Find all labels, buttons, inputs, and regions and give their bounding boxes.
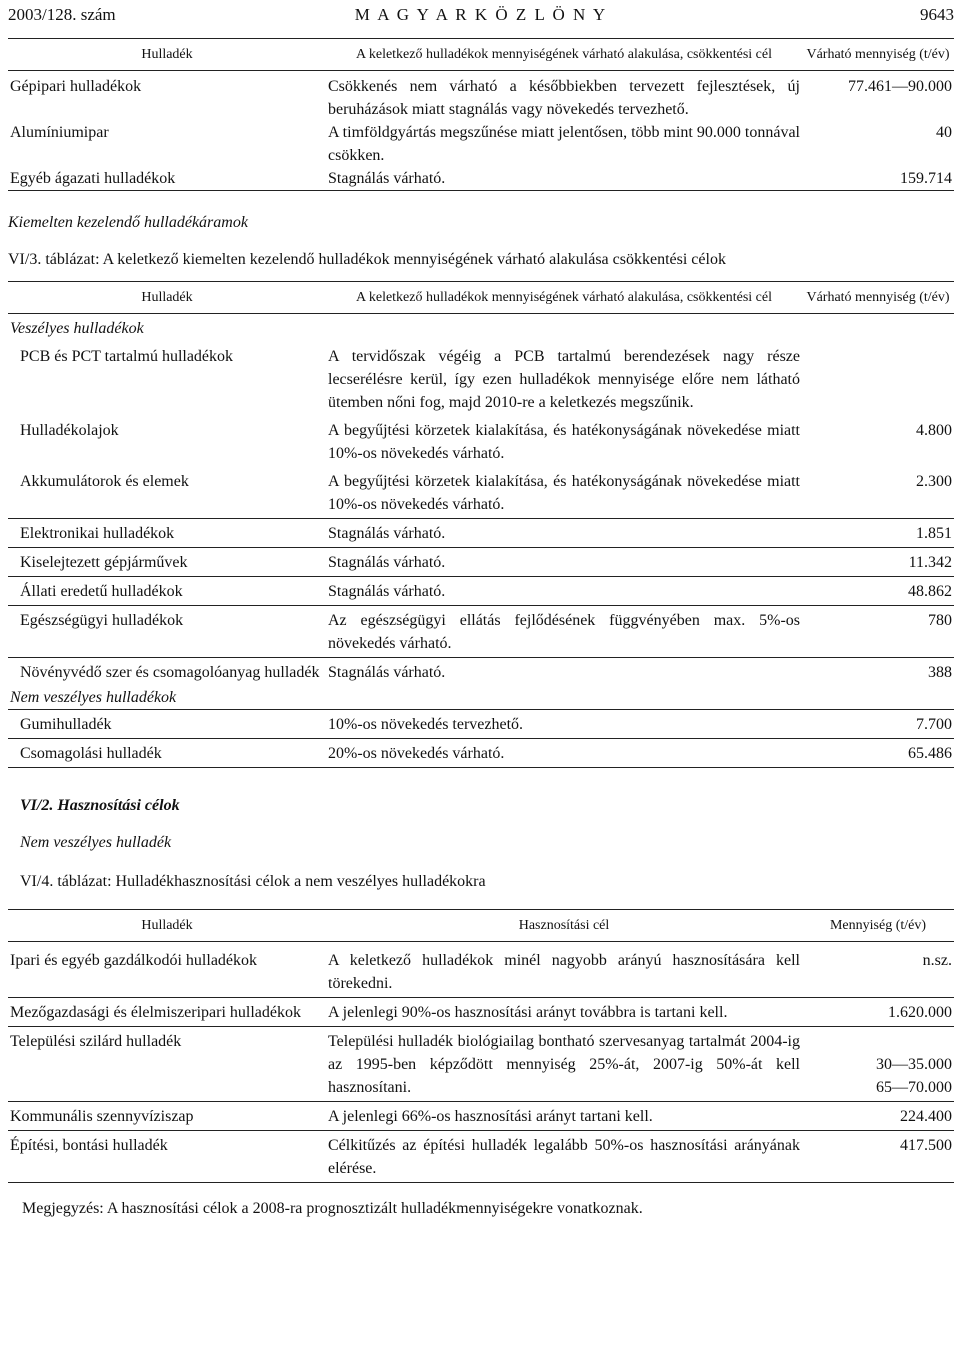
waste-name: Ipari és egyéb gazdálkodói hulladékok — [8, 946, 326, 998]
waste-name: Települési szilárd hulladék — [8, 1027, 326, 1102]
waste-description: Stagnálás várható. — [326, 577, 802, 606]
group-heading-row — [8, 686, 954, 710]
table-row — [8, 548, 954, 577]
waste-name: PCB és PCT tartalmú hulladékok — [20, 348, 234, 365]
table-row — [8, 739, 954, 768]
waste-description: A begyűjtési körzetek kialakítása, és hatékonyságának növekedése miatt 10%-os növekedés várható. — [326, 467, 802, 519]
waste-quantity: 417.500 — [802, 1131, 954, 1183]
waste-description: Stagnálás várható. — [326, 167, 802, 191]
footnote: Megjegyzés: A hasznosítási célok a 2008-ra prognosztizált hulladékmennyiségekre vonatkoznak. — [22, 1200, 643, 1217]
table-row — [8, 75, 954, 121]
group-heading-non-hazardous: Nem veszélyes hulladékok — [10, 689, 177, 706]
waste-quantity: 2.300 — [802, 467, 954, 519]
table-header-row — [8, 910, 954, 942]
table-recovery-targets — [8, 909, 954, 1183]
recovery-target: A keletkező hulladékok minél nagyobb arányú hasznosítására kell törekedni. — [326, 946, 802, 998]
waste-quantity: 7.700 — [802, 710, 954, 739]
table-caption: VI/4. táblázat: Hulladékhasznosítási célok a nem veszélyes hulladékokra — [20, 873, 486, 890]
waste-description: A tervidőszak végéig a PCB tartalmú berendezések nagy része lecserélésre kerül, így ezen hulladékok mennyisége előre nem látható ütemben nőni fog, majd 2010-re a keletkezés megszűnik. — [328, 348, 800, 411]
table-row — [8, 606, 954, 658]
table-header-row — [8, 39, 954, 71]
column-header: Mennyiség (t/év) — [829, 918, 927, 933]
issue-number: 2003/128. szám — [8, 5, 116, 24]
table-row — [8, 519, 954, 548]
table-row — [8, 467, 954, 519]
recovery-target: Célkitűzés az építési hulladék legalább 50%-os hasznosítási arányának elérése. — [326, 1131, 802, 1183]
waste-name: Elektronikai hulladékok — [8, 519, 326, 548]
quantity-value: 30—35.000 — [876, 1056, 952, 1073]
waste-description: A timföldgyártás megszűnése miatt jelentősen, több mint 90.000 tonnával csökken. — [328, 124, 800, 164]
table-row — [8, 658, 954, 687]
table-row — [8, 342, 954, 416]
recovery-target: A jelenlegi 90%-os hasznosítási arányt továbbra is tartani kell. — [326, 998, 802, 1027]
waste-name: Egyéb ágazati hulladékok — [8, 167, 326, 191]
waste-name: Alumíniumipar — [10, 124, 109, 141]
waste-description: Stagnálás várható. — [326, 519, 802, 548]
waste-name: Növényvédő szer és csomagolóanyag hulladék — [20, 664, 320, 681]
waste-name: Gépipari hulladékok — [10, 78, 142, 95]
column-header: A keletkező hulladékok mennyiségének várható alakulása, csökkentési cél — [356, 47, 772, 62]
page-header — [8, 0, 954, 30]
group-heading-hazardous: Veszélyes hulladékok — [10, 320, 144, 337]
waste-name: Kiselejtezett gépjárművek — [8, 548, 326, 577]
waste-description: Stagnálás várható. — [328, 664, 446, 681]
waste-name: Akkumulátorok és elemek — [8, 467, 326, 519]
waste-name: Építési, bontási hulladék — [8, 1131, 326, 1183]
waste-description: A begyűjtési körzetek kialakítása, és hatékonyságának növekedése miatt 10%-os növekedés várható. — [328, 422, 800, 462]
waste-name: Állati eredetű hulladékok — [8, 577, 326, 606]
table-row — [8, 998, 954, 1027]
waste-quantity: 1.620.000 — [802, 998, 954, 1027]
waste-name: Csomagolási hulladék — [8, 739, 326, 768]
waste-quantity: 4.800 — [916, 422, 952, 439]
waste-quantity — [802, 1027, 954, 1102]
waste-quantity: 11.342 — [802, 548, 954, 577]
waste-quantity: 159.714 — [802, 167, 954, 191]
column-header: Hasznosítási cél — [518, 918, 610, 933]
waste-name: Hulladékolajok — [20, 422, 119, 439]
waste-description: 10%-os növekedés tervezhető. — [326, 710, 802, 739]
waste-quantity: 65.486 — [802, 739, 954, 768]
table-row — [8, 121, 954, 167]
section-title: Kiemelten kezelendő hulladékáramok — [8, 214, 248, 231]
column-header: Hulladék — [141, 290, 193, 305]
document-page — [8, 0, 954, 1220]
waste-quantity: 48.862 — [802, 577, 954, 606]
waste-quantity: 388 — [928, 664, 952, 681]
waste-name: Egészségügyi hulladékok — [8, 606, 326, 658]
table-row — [8, 416, 954, 467]
waste-description: Stagnálás várható. — [326, 548, 802, 577]
table-row — [8, 577, 954, 606]
table-industrial-waste — [8, 38, 954, 191]
column-header: Hulladék — [141, 47, 193, 62]
table-row — [8, 1027, 954, 1102]
section-heading-vi2: VI/2. Hasznosítási célok — [20, 797, 180, 814]
column-header: A keletkező hulladékok mennyiségének várható alakulása, csökkentési cél — [356, 290, 772, 305]
table-row — [8, 710, 954, 739]
waste-quantity: 77.461—90.000 — [848, 78, 952, 95]
table-header-row — [8, 282, 954, 314]
recovery-target: Települési hulladék biológiailag bontható szervesanyag tartalmát 2004-ig az 1995-ben képződött mennyiség 25%-át, 2007-ig 50%-át kell hasznosítani. — [326, 1027, 802, 1102]
quantity-value-2: 65—70.000 — [876, 1079, 952, 1096]
table-row — [8, 1131, 954, 1183]
waste-quantity: 1.851 — [802, 519, 954, 548]
waste-name: Mezőgazdasági és élelmiszeripari hulladékok — [8, 998, 326, 1027]
table-row — [8, 946, 954, 998]
waste-name: Kommunális szennyvíziszap — [8, 1102, 326, 1131]
waste-name: Gumihulladék — [8, 710, 326, 739]
waste-quantity: 780 — [802, 606, 954, 658]
waste-description: 20%-os növekedés várható. — [326, 739, 802, 768]
recovery-target: A jelenlegi 66%-os hasznosítási arányt tartani kell. — [326, 1102, 802, 1131]
table-priority-waste — [8, 281, 954, 768]
column-header: Várható mennyiség (t/év) — [806, 290, 950, 305]
waste-quantity: 224.400 — [802, 1102, 954, 1131]
table-caption: VI/3. táblázat: A keletkező kiemelten kezelendő hulladékok mennyiségének várható alakulása csökkentési célok — [8, 251, 726, 268]
waste-quantity: n.sz. — [802, 946, 954, 998]
waste-description: Az egészségügyi ellátás fejlődésének függvényében max. 5%-os növekedés várható. — [326, 606, 802, 658]
column-header: Várható mennyiség (t/év) — [806, 47, 950, 62]
table-row — [8, 1102, 954, 1131]
group-heading-row — [8, 314, 954, 343]
waste-quantity — [802, 342, 954, 416]
table-row — [8, 167, 954, 191]
journal-title: M A G Y A R K Ö Z L Ö N Y — [354, 5, 608, 24]
subsection-title: Nem veszélyes hulladék — [20, 834, 172, 851]
waste-description: Csökkenés nem várható a későbbiekben tervezett fejlesztések, új beruházások miatt stagnálás vagy növekedés tervezhető. — [328, 78, 800, 118]
column-header: Hulladék — [141, 918, 193, 933]
page-number: 9643 — [920, 5, 954, 24]
waste-quantity: 40 — [936, 124, 952, 141]
